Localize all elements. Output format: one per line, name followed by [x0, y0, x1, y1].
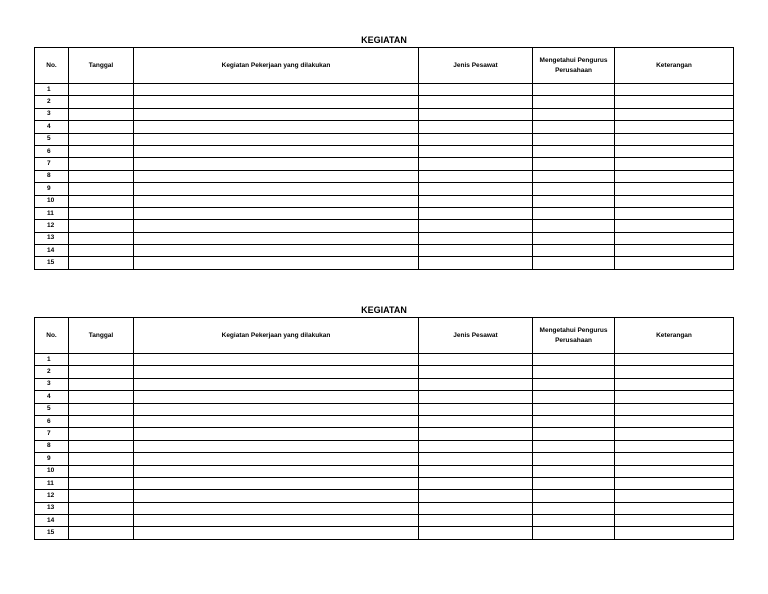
jenis-pesawat-cell	[419, 428, 533, 440]
keterangan-cell	[615, 133, 734, 145]
kegiatan-cell	[134, 391, 419, 403]
row-number: 2	[35, 366, 69, 378]
tanggal-cell	[69, 515, 134, 527]
row-number: 4	[35, 391, 69, 403]
table-row	[35, 121, 734, 133]
row-number: 15	[35, 257, 69, 269]
jenis-pesawat-cell	[419, 84, 533, 96]
row-number: 15	[35, 527, 69, 539]
keterangan-cell	[615, 183, 734, 195]
row-number: 8	[35, 440, 69, 452]
tanggal-cell	[69, 170, 134, 182]
jenis-pesawat-cell	[419, 220, 533, 232]
jenis-pesawat-cell	[419, 453, 533, 465]
tanggal-cell	[69, 207, 134, 219]
keterangan-cell	[615, 245, 734, 257]
tanggal-cell	[69, 502, 134, 514]
keterangan-cell	[615, 465, 734, 477]
keterangan-cell	[615, 354, 734, 366]
mengetahui-cell	[533, 108, 615, 120]
mengetahui-cell	[533, 170, 615, 182]
keterangan-cell	[615, 453, 734, 465]
header-jenis-pesawat: Jenis Pesawat	[419, 48, 533, 84]
table-row	[35, 84, 734, 96]
keterangan-cell	[615, 257, 734, 269]
jenis-pesawat-cell	[419, 366, 533, 378]
row-number: 13	[35, 232, 69, 244]
tanggal-cell	[69, 158, 134, 170]
tanggal-cell	[69, 232, 134, 244]
row-number: 2	[35, 96, 69, 108]
table-row	[35, 96, 734, 108]
tanggal-cell	[69, 391, 134, 403]
table-row	[35, 170, 734, 182]
row-number: 5	[35, 403, 69, 415]
mengetahui-cell	[533, 515, 615, 527]
header-no: No.	[35, 318, 69, 354]
mengetahui-cell	[533, 133, 615, 145]
tanggal-cell	[69, 183, 134, 195]
mengetahui-cell	[533, 220, 615, 232]
table-row	[35, 158, 734, 170]
tanggal-cell	[69, 440, 134, 452]
row-number: 1	[35, 84, 69, 96]
mengetahui-cell	[533, 232, 615, 244]
jenis-pesawat-cell	[419, 133, 533, 145]
header-kegiatan: Kegiatan Pekerjaan yang dilakukan	[134, 318, 419, 354]
keterangan-cell	[615, 477, 734, 489]
keterangan-cell	[615, 403, 734, 415]
keterangan-cell	[615, 428, 734, 440]
table-row	[35, 465, 734, 477]
mengetahui-cell	[533, 207, 615, 219]
tanggal-cell	[69, 527, 134, 539]
row-number: 13	[35, 502, 69, 514]
mengetahui-cell	[533, 195, 615, 207]
jenis-pesawat-cell	[419, 96, 533, 108]
mengetahui-cell	[533, 158, 615, 170]
row-number: 8	[35, 170, 69, 182]
kegiatan-cell	[134, 158, 419, 170]
table-row	[35, 453, 734, 465]
mengetahui-cell	[533, 440, 615, 452]
jenis-pesawat-cell	[419, 121, 533, 133]
keterangan-cell	[615, 145, 734, 157]
jenis-pesawat-cell	[419, 403, 533, 415]
jenis-pesawat-cell	[419, 477, 533, 489]
keterangan-cell	[615, 195, 734, 207]
jenis-pesawat-cell	[419, 465, 533, 477]
header-tanggal: Tanggal	[69, 48, 134, 84]
row-number: 9	[35, 183, 69, 195]
jenis-pesawat-cell	[419, 245, 533, 257]
kegiatan-cell	[134, 195, 419, 207]
keterangan-cell	[615, 366, 734, 378]
mengetahui-cell	[533, 428, 615, 440]
jenis-pesawat-cell	[419, 354, 533, 366]
kegiatan-cell	[134, 515, 419, 527]
keterangan-cell	[615, 220, 734, 232]
tanggal-cell	[69, 490, 134, 502]
kegiatan-cell	[134, 403, 419, 415]
kegiatan-cell	[134, 207, 419, 219]
keterangan-cell	[615, 440, 734, 452]
kegiatan-cell	[134, 96, 419, 108]
jenis-pesawat-cell	[419, 415, 533, 427]
tanggal-cell	[69, 428, 134, 440]
keterangan-cell	[615, 170, 734, 182]
keterangan-cell	[615, 502, 734, 514]
mengetahui-cell	[533, 415, 615, 427]
kegiatan-cell	[134, 183, 419, 195]
mengetahui-cell	[533, 245, 615, 257]
table-row	[35, 183, 734, 195]
jenis-pesawat-cell	[419, 145, 533, 157]
tanggal-cell	[69, 257, 134, 269]
mengetahui-cell	[533, 391, 615, 403]
tanggal-cell	[69, 220, 134, 232]
table-body	[35, 354, 734, 540]
row-number: 11	[35, 207, 69, 219]
tanggal-cell	[69, 84, 134, 96]
mengetahui-cell	[533, 257, 615, 269]
jenis-pesawat-cell	[419, 490, 533, 502]
table-row	[35, 378, 734, 390]
tanggal-cell	[69, 477, 134, 489]
kegiatan-cell	[134, 465, 419, 477]
header-tanggal: Tanggal	[69, 318, 134, 354]
table-row	[35, 245, 734, 257]
header-no: No.	[35, 48, 69, 84]
jenis-pesawat-cell	[419, 257, 533, 269]
kegiatan-cell	[134, 108, 419, 120]
row-number: 3	[35, 378, 69, 390]
kegiatan-cell	[134, 477, 419, 489]
kegiatan-cell	[134, 121, 419, 133]
section-title: KEGIATAN	[361, 35, 407, 45]
table-row	[35, 428, 734, 440]
table-row	[35, 354, 734, 366]
table-row	[35, 220, 734, 232]
tanggal-cell	[69, 465, 134, 477]
keterangan-cell	[615, 378, 734, 390]
kegiatan-section-1	[34, 34, 734, 270]
mengetahui-cell	[533, 527, 615, 539]
mengetahui-cell	[533, 84, 615, 96]
jenis-pesawat-cell	[419, 515, 533, 527]
tanggal-cell	[69, 195, 134, 207]
header-row	[35, 318, 734, 354]
mengetahui-cell	[533, 403, 615, 415]
kegiatan-cell	[134, 378, 419, 390]
table-row	[35, 515, 734, 527]
section-title: KEGIATAN	[361, 305, 407, 315]
row-number: 10	[35, 465, 69, 477]
keterangan-cell	[615, 96, 734, 108]
kegiatan-cell	[134, 415, 419, 427]
jenis-pesawat-cell	[419, 195, 533, 207]
kegiatan-table	[34, 317, 734, 540]
table-body	[35, 84, 734, 270]
mengetahui-cell	[533, 453, 615, 465]
mengetahui-cell	[533, 502, 615, 514]
row-number: 1	[35, 354, 69, 366]
jenis-pesawat-cell	[419, 183, 533, 195]
kegiatan-cell	[134, 527, 419, 539]
row-number: 12	[35, 220, 69, 232]
mengetahui-cell	[533, 96, 615, 108]
mengetahui-cell	[533, 366, 615, 378]
row-number: 7	[35, 428, 69, 440]
table-row	[35, 440, 734, 452]
mengetahui-cell	[533, 490, 615, 502]
keterangan-cell	[615, 207, 734, 219]
table-row	[35, 232, 734, 244]
kegiatan-cell	[134, 366, 419, 378]
tanggal-cell	[69, 245, 134, 257]
keterangan-cell	[615, 84, 734, 96]
jenis-pesawat-cell	[419, 502, 533, 514]
row-number: 14	[35, 515, 69, 527]
tanggal-cell	[69, 378, 134, 390]
kegiatan-section-2	[34, 304, 734, 540]
kegiatan-cell	[134, 490, 419, 502]
row-number: 11	[35, 477, 69, 489]
jenis-pesawat-cell	[419, 378, 533, 390]
header-kegiatan: Kegiatan Pekerjaan yang dilakukan	[134, 48, 419, 84]
tanggal-cell	[69, 354, 134, 366]
keterangan-cell	[615, 415, 734, 427]
tanggal-cell	[69, 96, 134, 108]
kegiatan-cell	[134, 453, 419, 465]
mengetahui-cell	[533, 354, 615, 366]
kegiatan-cell	[134, 502, 419, 514]
tanggal-cell	[69, 121, 134, 133]
kegiatan-cell	[134, 170, 419, 182]
row-number: 9	[35, 453, 69, 465]
jenis-pesawat-cell	[419, 232, 533, 244]
row-number: 4	[35, 121, 69, 133]
tanggal-cell	[69, 133, 134, 145]
kegiatan-cell	[134, 354, 419, 366]
jenis-pesawat-cell	[419, 391, 533, 403]
keterangan-cell	[615, 121, 734, 133]
kegiatan-cell	[134, 440, 419, 452]
table-row	[35, 108, 734, 120]
row-number: 12	[35, 490, 69, 502]
tanggal-cell	[69, 453, 134, 465]
mengetahui-cell	[533, 183, 615, 195]
row-number: 7	[35, 158, 69, 170]
jenis-pesawat-cell	[419, 108, 533, 120]
table-row	[35, 490, 734, 502]
table-row	[35, 195, 734, 207]
table-row	[35, 257, 734, 269]
row-number: 5	[35, 133, 69, 145]
jenis-pesawat-cell	[419, 527, 533, 539]
table-row	[35, 207, 734, 219]
header-mengetahui: Mengetahui Pengurus Perusahaan	[533, 48, 615, 84]
keterangan-cell	[615, 490, 734, 502]
row-number: 6	[35, 145, 69, 157]
row-number: 14	[35, 245, 69, 257]
row-number: 3	[35, 108, 69, 120]
keterangan-cell	[615, 232, 734, 244]
row-number: 6	[35, 415, 69, 427]
kegiatan-cell	[134, 133, 419, 145]
jenis-pesawat-cell	[419, 170, 533, 182]
jenis-pesawat-cell	[419, 207, 533, 219]
kegiatan-table	[34, 47, 734, 270]
header-jenis-pesawat: Jenis Pesawat	[419, 318, 533, 354]
mengetahui-cell	[533, 378, 615, 390]
header-keterangan: Keterangan	[615, 318, 734, 354]
row-number: 10	[35, 195, 69, 207]
table-row	[35, 477, 734, 489]
keterangan-cell	[615, 391, 734, 403]
table-row	[35, 391, 734, 403]
header-keterangan: Keterangan	[615, 48, 734, 84]
mengetahui-cell	[533, 145, 615, 157]
tanggal-cell	[69, 145, 134, 157]
table-row	[35, 403, 734, 415]
mengetahui-cell	[533, 477, 615, 489]
kegiatan-cell	[134, 145, 419, 157]
keterangan-cell	[615, 515, 734, 527]
header-mengetahui: Mengetahui Pengurus Perusahaan	[533, 318, 615, 354]
tanggal-cell	[69, 108, 134, 120]
header-row	[35, 48, 734, 84]
tanggal-cell	[69, 366, 134, 378]
kegiatan-cell	[134, 220, 419, 232]
keterangan-cell	[615, 158, 734, 170]
jenis-pesawat-cell	[419, 440, 533, 452]
kegiatan-cell	[134, 84, 419, 96]
table-row	[35, 133, 734, 145]
kegiatan-cell	[134, 232, 419, 244]
keterangan-cell	[615, 108, 734, 120]
mengetahui-cell	[533, 121, 615, 133]
tanggal-cell	[69, 415, 134, 427]
table-row	[35, 145, 734, 157]
kegiatan-cell	[134, 245, 419, 257]
keterangan-cell	[615, 527, 734, 539]
kegiatan-cell	[134, 257, 419, 269]
table-row	[35, 415, 734, 427]
jenis-pesawat-cell	[419, 158, 533, 170]
kegiatan-cell	[134, 428, 419, 440]
mengetahui-cell	[533, 465, 615, 477]
tanggal-cell	[69, 403, 134, 415]
table-row	[35, 502, 734, 514]
table-row	[35, 366, 734, 378]
table-row	[35, 527, 734, 539]
